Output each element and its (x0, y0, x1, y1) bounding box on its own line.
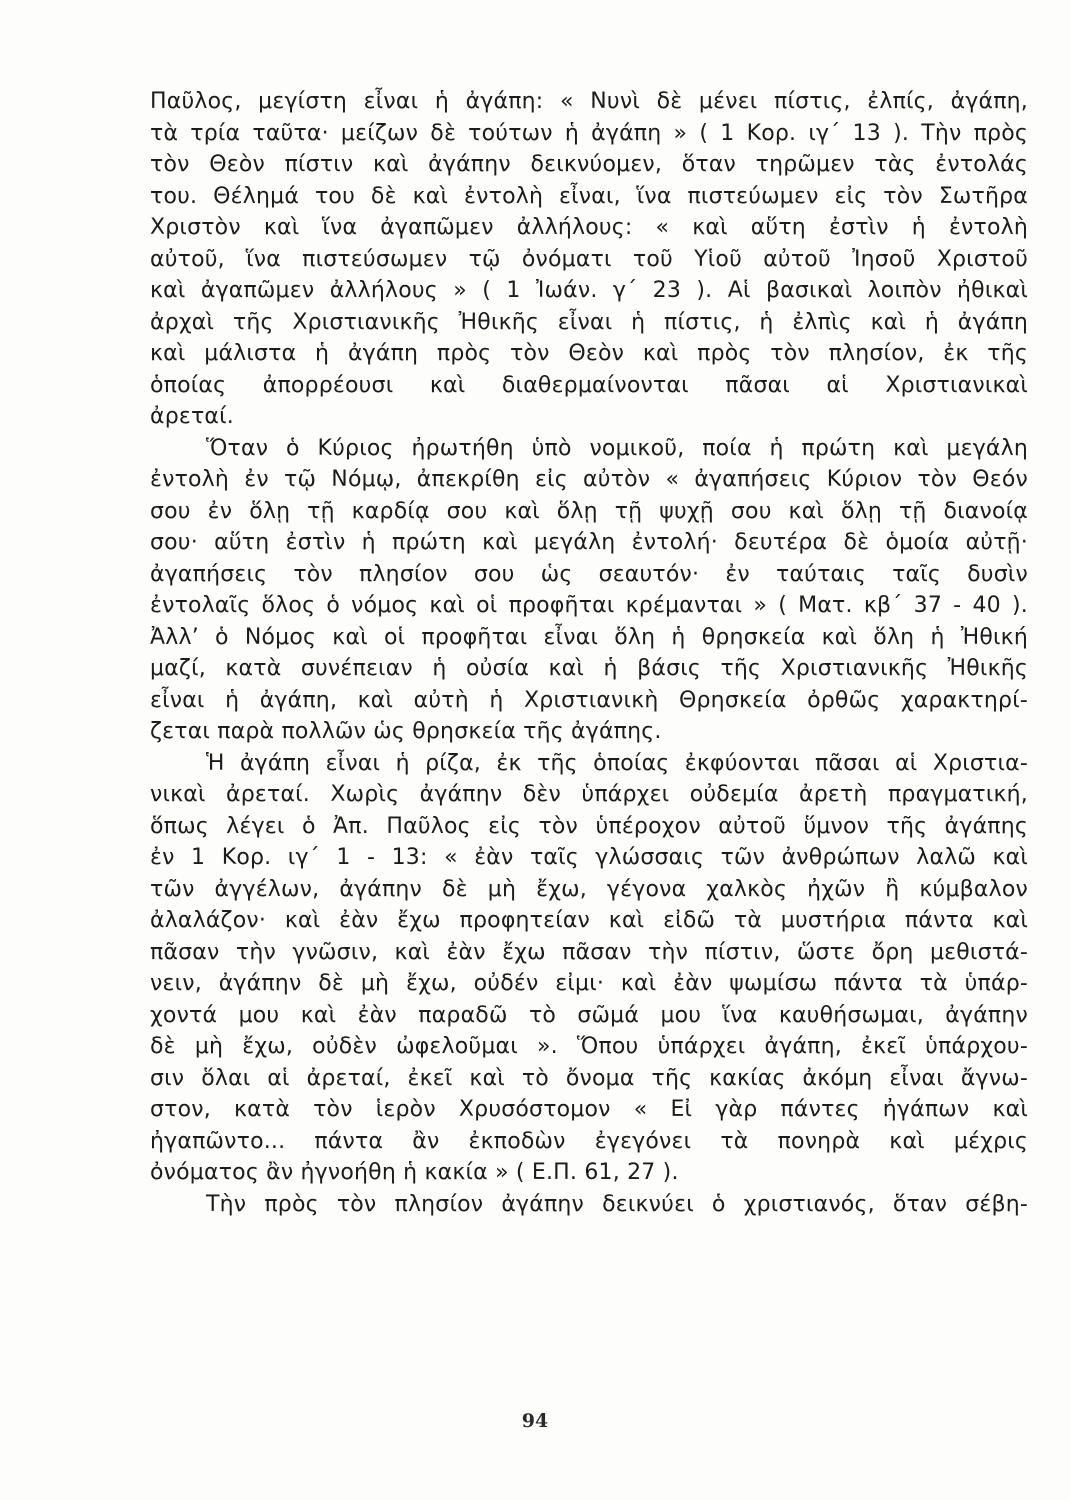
text-line: πᾶσαν τὴν γνῶσιν, καὶ ἐὰν ἔχω πᾶσαν τὴν πίστιν, ὥστε ὄρη μεθιστά- (150, 939, 1028, 965)
text-line: χοντά μου καὶ ἐὰν παραδῶ τὸ σῶμά μου ἵνα καυθήσωμαι, ἀγάπην (150, 1002, 1028, 1028)
text-line: Ὅταν ὁ Κύριος ἠρωτήθη ὑπὸ νομικοῦ, ποία ἡ πρώτη καὶ μεγάλη (206, 435, 1028, 461)
text-line: Τὴν πρὸς τὸν πλησίον ἀγάπην δεικνύει ὁ χριστιανός, ὅταν σέβη- (206, 1191, 1028, 1217)
text-line: αὐτοῦ, ἵνα πιστεύσωμεν τῷ ὀνόματι τοῦ Υἱοῦ αὐτοῦ Ἰησοῦ Χριστοῦ (150, 246, 1028, 272)
text-line: σου· αὕτη ἐστὶν ἡ πρώτη καὶ μεγάλη ἐντολή· δευτέρα δὲ ὁμοία αὐτῇ· (150, 530, 1028, 555)
text-line: τὸν Θεὸν πίστιν καὶ ἀγάπην δεικνύομεν, ὅταν τηρῶμεν τὰς ἐντολάς (150, 152, 1028, 177)
text-line: καὶ ἀγαπῶμεν ἀλλήλους » ( 1 Ἰωάν. γ΄ 23 ). Αἱ βασικαὶ λοιπὸν ἠθικαὶ (150, 278, 1028, 303)
text-line: Ἀλλ’ ὁ Νόμος καὶ οἱ προφῆται εἶναι ὅλη ἡ θρησκεία καὶ ὅλη ἡ Ἠθική (150, 624, 1028, 650)
text-line: Ἡ ἀγάπη εἶναι ἡ ρίζα, ἐκ τῆς ὁποίας ἐκφύονται πᾶσαι αἱ Χριστια- (206, 750, 1028, 776)
text-line: τὰ τρία ταῦτα· μείζων δὲ τούτων ἡ ἀγάπη » ( 1 Κορ. ιγ΄ 13 ). Τὴν πρὸς (150, 120, 1028, 146)
text-line: νικαὶ ἀρεταί. Χωρὶς ἀγάπην δὲν ὑπάρχει οὐδεμία ἀρετὴ πραγματική, (150, 782, 1028, 807)
text-line: τῶν ἀγγέλων, ἀγάπην δὲ μὴ ἔχω, γέγονα χαλκὸς ἠχῶν ἢ κύμβαλον (150, 876, 1028, 902)
page-number: 94 (521, 1410, 549, 1432)
text-line: ἀρεταί. (150, 404, 234, 429)
text-line: ἐντολὴ ἐν τῷ Νόμῳ, ἀπεκρίθη εἰς αὐτὸν « ἀγαπήσεις Κύριον τὸν Θεόν (150, 467, 1028, 492)
text-line: ἐν 1 Κορ. ιγ΄ 1 - 13: « ἐὰν ταῖς γλώσσαις τῶν ἀνθρώπων λαλῶ καὶ (150, 845, 1028, 870)
body-text (150, 86, 1028, 1220)
text-line: στον, κατὰ τὸν ἱερὸν Χρυσόστομον « Εἰ γὰρ πάντες ἠγάπων καὶ (150, 1097, 1028, 1122)
text-line: ἠγαπῶντο... πάντα ἂν ἐκποδὼν ἐγεγόνει τὰ πονηρὰ καὶ μέχρις (150, 1128, 1028, 1154)
text-line: εἶναι ἡ ἀγάπη, καὶ αὐτὴ ἡ Χριστιανικὴ Θρησκεία ὀρθῶς χαρακτηρί- (150, 687, 1028, 713)
text-line: ἐντολαῖς ὅλος ὁ νόμος καὶ οἱ προφῆται κρέμανται » ( Ματ. κβ΄ 37 - 40 ). (150, 593, 1028, 618)
text-line: ἀγαπήσεις τὸν πλησίον σου ὡς σεαυτόν· ἐν ταύταις ταῖς δυσὶν (150, 561, 1028, 587)
text-line: ἀρχαὶ τῆς Χριστιανικῆς Ἠθικῆς εἶναι ἡ πίστις, ἡ ἐλπὶς καὶ ἡ ἀγάπη (150, 309, 1028, 335)
text-line: ζεται παρὰ πολλῶν ὡς θρησκεία τῆς ἀγάπης. (150, 719, 662, 744)
text-line: μαζί, κατὰ συνέπειαν ἡ οὐσία καὶ ἡ βάσις τῆς Χριστιανικῆς Ἠθικῆς (150, 656, 1028, 681)
text-line: Παῦλος, μεγίστη εἶναι ἡ ἀγάπη: « Νυνὶ δὲ μένει πίστις, ἐλπίς, ἀγάπη, (150, 89, 1028, 114)
text-line: ἀλαλάζον· καὶ ἐὰν ἔχω προφητείαν καὶ εἰδῶ τὰ μυστήρια πάντα καὶ (150, 908, 1028, 933)
text-line: του. Θέλημά του δὲ καὶ ἐντολὴ εἶναι, ἵνα πιστεύωμεν εἰς τὸν Σωτῆρα (150, 183, 1028, 209)
text-line: δὲ μὴ ἔχω, οὐδὲν ὠφελοῦμαι ». Ὅπου ὑπάρχει ἀγάπη, ἐκεῖ ὑπάρχου- (150, 1034, 1028, 1059)
text-line: σιν ὅλαι αἱ ἀρεταί, ἐκεῖ καὶ τὸ ὄνομα τῆς κακίας ἀκόμη εἶναι ἄγνω- (150, 1065, 1028, 1091)
text-line: νειν, ἀγάπην δὲ μὴ ἔχω, οὐδέν εἰμι· καὶ ἐὰν ψωμίσω πάντα τὰ ὑπάρ- (150, 971, 1028, 996)
text-line: ὀνόματος ἂν ἠγνοήθη ἡ κακία » ( Ε.Π. 61, 27 ). (150, 1160, 679, 1185)
text-line: Χριστὸν καὶ ἵνα ἀγαπῶμεν ἀλλήλους: « καὶ αὕτη ἐστὶν ἡ ἐντολὴ (150, 215, 1028, 240)
text-line: ὅπως λέγει ὁ Ἀπ. Παῦλος εἰς τὸν ὑπέροχον αὐτοῦ ὕμνον τῆς ἀγάπης (150, 813, 1028, 839)
text-line: σου ἐν ὅλῃ τῇ καρδίᾳ σου καὶ ὅλῃ τῇ ψυχῇ σου καὶ ὅλῃ τῇ διανοίᾳ (150, 498, 1028, 524)
text-line: ὁποίας ἀπορρέουσι καὶ διαθερμαίνονται πᾶσαι αἱ Χριστιανικαὶ (150, 372, 1028, 398)
text-line: καὶ μάλιστα ἡ ἀγάπη πρὸς τὸν Θεὸν καὶ πρὸς τὸν πλησίον, ἐκ τῆς (150, 341, 1028, 366)
